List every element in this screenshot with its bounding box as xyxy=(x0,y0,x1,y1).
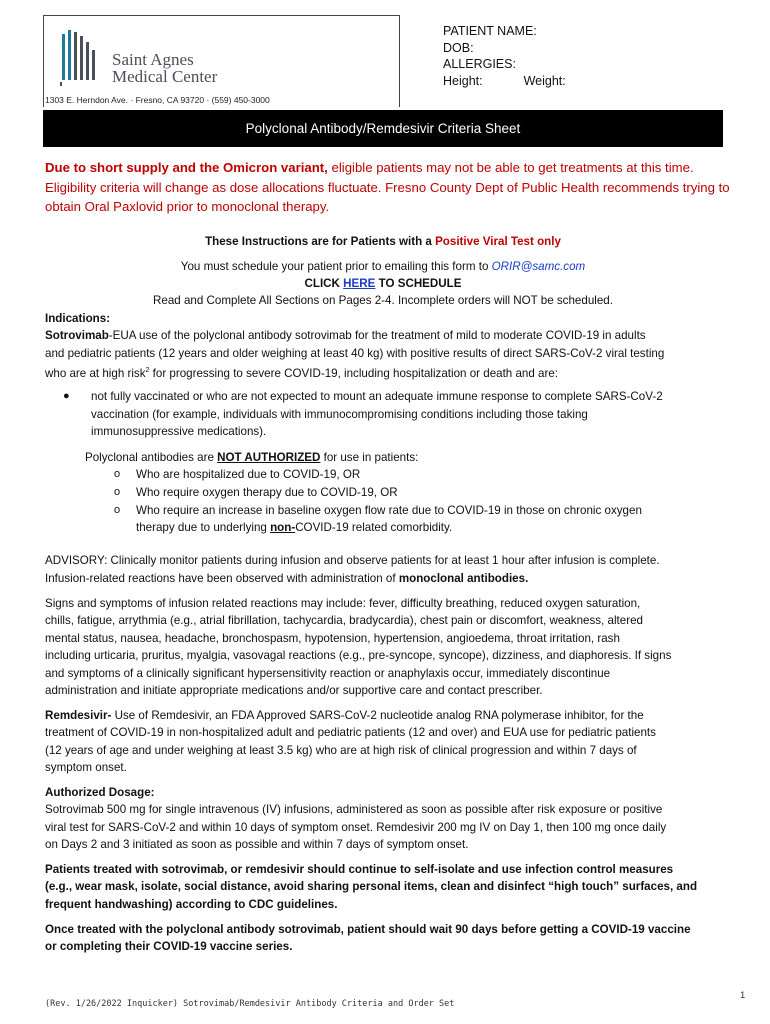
instructions-line4: Read and Complete All Sections on Pages 2-4. Incomplete orders will NOT be scheduled. xyxy=(153,294,613,307)
signs-line: mental status, nausea, headache, bronchospasm, hypotension, hypertension, angioedema, throat irritation, rash xyxy=(45,632,620,645)
allergies-label: ALLERGIES: xyxy=(443,57,516,71)
sotrovimab-line3 xyxy=(45,362,730,382)
to-schedule-text: TO SCHEDULE xyxy=(375,277,462,290)
instructions-line2-text: You must schedule your patient prior to emailing this form to xyxy=(180,260,492,273)
org-name-line1: Saint Agnes xyxy=(112,50,194,69)
sub-item-2: Who require oxygen therapy due to COVID-19, OR xyxy=(136,486,398,499)
not-authorized-bold: NOT AUTHORIZED xyxy=(217,451,321,464)
shortage-warning xyxy=(45,158,735,217)
patient-name-label: PATIENT NAME: xyxy=(443,24,537,38)
sub-bullet-2-icon: o xyxy=(114,486,121,498)
sub-bullet-3-icon: o xyxy=(114,504,121,516)
remdesivir-line4: symptom onset. xyxy=(45,761,127,774)
instructions-line1-text: These Instructions are for Patients with a xyxy=(205,235,436,248)
instructions-line1 xyxy=(43,233,723,251)
signs-line: including urticaria, pruritus, myalgia, vasovagal reactions (e.g., pre-syncope, syncope), dizziness, and diaphoresis. If signs xyxy=(45,649,672,662)
indications-label: Indications: xyxy=(45,312,111,325)
signs-line: chills, fatigue, arrythmia (e.g., atrial fibrillation, tachycardia, bradycardia), chest pain or discomfort, weakness, altered xyxy=(45,614,643,627)
footnote-sup: 2 xyxy=(145,367,150,374)
sotrovimab-line3-text-a: who are at high risk xyxy=(45,366,146,380)
signs-line: and symptoms of a clinically significant hypersensitivity reaction or anaphylaxis occur, immediately discontinue xyxy=(45,667,611,680)
sotrovimab-line1-text: -EUA use of the polyclonal antibody sotrovimab for the treatment of mild to moderate COVID-19 in adults xyxy=(108,329,646,342)
sub-item-1: Who are hospitalized due to COVID-19, OR xyxy=(136,468,361,481)
advisory-line2-text: Infusion-related reactions have been observed with administration of xyxy=(45,572,399,585)
isolate-line: frequent handwashing) according to CDC guidelines. xyxy=(45,898,338,911)
saint-agnes-logo-icon xyxy=(60,30,102,86)
bullet-line1: not fully vaccinated or who are not expected to mount an adequate immune response to complete SARS-CoV-2 xyxy=(91,390,663,403)
vaccine-line: Once treated with the polyclonal antibody sotrovimab, patient should wait 90 days before getting a COVID-19 vaccine xyxy=(45,923,691,936)
footer-revision: (Rev. 1/26/2022 Inquicker) Sotrovimab/Remdesivir Antibody Criteria and Order Set xyxy=(45,999,455,1009)
sotrovimab-line2: and pediatric patients (12 years and older weighing at least 40 kg) with positive results of direct SARS-CoV-2 viral testing xyxy=(45,347,665,360)
dosage-label: Authorized Dosage: xyxy=(45,786,155,799)
sub-item-3-line2 xyxy=(136,519,452,537)
dosage-line1: Sotrovimab 500 mg for single intravenous (IV) infusions, administered as soon as possible after risk exposure or positive xyxy=(45,803,663,816)
dosage-line3: on Days 2 and 3 initiated as soon as possible and within 7 days of symptom onset. xyxy=(45,838,469,851)
sotrovimab-line1 xyxy=(45,327,730,345)
page-title: Polyclonal Antibody/Remdesivir Criteria Sheet xyxy=(43,110,723,147)
click-text: CLICK xyxy=(304,277,344,290)
non-emphasis: non- xyxy=(270,521,296,534)
height-weight-row xyxy=(443,73,743,90)
email-link[interactable]: ORIR@samc.com xyxy=(491,260,586,273)
bullet-icon: ● xyxy=(63,390,70,402)
dob-label: DOB: xyxy=(443,40,474,55)
sub-bullet-1-icon: o xyxy=(114,468,121,480)
remdesivir-line2: treatment of COVID-19 in non-hospitalized adult and pediatric patients (12 and over) and EUA use for pediatric patients xyxy=(45,726,656,739)
bullet-line3: immunosuppressive medications). xyxy=(91,425,267,438)
remdesivir-line3: (12 years of age and under weighing at least 3.5 kg) who are at high risk of clinical progression and within 7 days of xyxy=(45,744,637,757)
isolate-line: (e.g., wear mask, isolate, social distance, avoid sharing personal items, clean and disinfect “high touch” surfaces, and xyxy=(45,880,698,893)
not-authorized-line xyxy=(85,449,418,467)
not-authorized-pre: Polyclonal antibodies are xyxy=(85,451,218,464)
height-label: Height: xyxy=(443,73,483,88)
advisory-line2 xyxy=(45,570,730,588)
org-name-line2: Medical Center xyxy=(112,67,218,86)
isolate-line: Patients treated with sotrovimab, or remdesivir should continue to self-isolate and use infection control measures xyxy=(45,863,674,876)
warning-text: eligible patients may not be able to get treatments at this time. Eligibility criteria will change as dose allocations fluctuate. Fresno County Dept of Public Health recommends trying to obtain Oral Paxlovid prior to monoclonal therapy. xyxy=(45,160,730,214)
remdesivir-line1 xyxy=(45,707,730,725)
monoclonal-bold: monoclonal antibodies. xyxy=(398,572,529,585)
sotrovimab-bold: Sotrovimab xyxy=(45,329,109,342)
warning-lead: Due to short supply and the Omicron variant, xyxy=(45,160,328,175)
bullet-line2: vaccination (for example, individuals with immunocompromising conditions including those taking xyxy=(91,408,588,421)
dosage-line2: viral test for SARS-CoV-2 and within 10 days of symptom onset. Remdesivir 200 mg IV on Day 1, then 100 mg once daily xyxy=(45,821,667,834)
schedule-here-link[interactable]: HERE xyxy=(343,277,376,290)
remdesivir-bold: Remdesivir- xyxy=(45,709,112,722)
not-authorized-post: for use in patients: xyxy=(320,451,419,464)
positive-test-text: Positive Viral Test only xyxy=(435,235,561,248)
instructions-line2 xyxy=(43,258,723,276)
schedule-line xyxy=(43,275,723,293)
remdesivir-line1-text: Use of Remdesivir, an FDA Approved SARS-CoV-2 nucleotide analog RNA polymerase inhibitor, for the xyxy=(111,709,644,722)
advisory-line1: ADVISORY: Clinically monitor patients during infusion and observe patients for at least 1 hour after infusion is complete. xyxy=(45,554,660,567)
page-number: 1 xyxy=(740,990,746,1001)
signs-line: Signs and symptoms of infusion related reactions may include: fever, difficulty breathing, reduced oxygen saturation, xyxy=(45,597,641,610)
sub-item-3-line1: Who require an increase in baseline oxygen flow rate due to COVID-19 in those on chronic oxygen xyxy=(136,504,642,517)
signs-line: administration and initiate appropriate medications and/or supportive care and contact prescriber. xyxy=(45,684,543,697)
org-address: 1303 E. Herndon Ave. · Fresno, CA 93720 · (559) 450-3000 xyxy=(45,95,270,105)
sotrovimab-line3-text-b: for progressing to severe COVID-19, including hospitalization or death and are: xyxy=(149,366,559,380)
patient-info-box xyxy=(443,23,743,89)
sub-item-3-line2-a: therapy due to underlying xyxy=(136,521,271,534)
sub-item-3-line2-b: COVID-19 related comorbidity. xyxy=(295,521,453,534)
weight-label: Weight: xyxy=(523,73,566,88)
vaccine-line: or completing their COVID-19 vaccine series. xyxy=(45,940,293,953)
